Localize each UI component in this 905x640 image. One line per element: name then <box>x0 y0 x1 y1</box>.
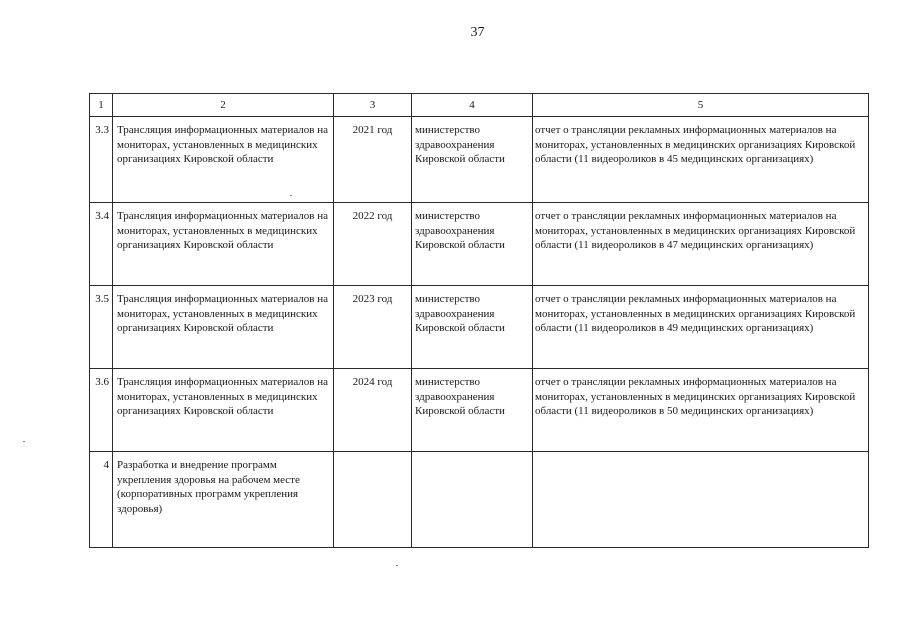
result-cell: отчет о трансляции рекламных информационных материалов на мониторах, установленных в медицинских организациях Кировской области (11 видеороликов в 50 медицинских организациях) <box>533 369 869 452</box>
table-header-row <box>90 94 869 117</box>
result-cell: отчет о трансляции рекламных информационных материалов на мониторах, установленных в медицинских организациях Кировской области (11 видеороликов в 45 медицинских организациях) <box>533 117 869 203</box>
row-number-cell <box>90 203 113 286</box>
year-cell: 2023 год <box>334 286 412 369</box>
row-number: 4 <box>103 459 109 471</box>
table-row <box>90 117 869 203</box>
activity-name-cell: Трансляция информационных материалов на мониторах, установленных в медицинских организациях Кировской области <box>113 203 334 286</box>
result-cell: отчет о трансляции рекламных информационных материалов на мониторах, установленных в медицинских организациях Кировской области (11 видеороликов в 49 медицинских организациях) <box>533 286 869 369</box>
executor-cell: министерство здравоохранения Кировской области <box>412 369 533 452</box>
executor-cell: министерство здравоохранения Кировской области <box>412 286 533 369</box>
activity-name-cell: Трансляция информационных материалов на мониторах, установленных в медицинских организациях Кировской области <box>113 117 334 203</box>
scan-speck <box>290 195 292 196</box>
executor-cell <box>412 452 533 548</box>
table-row <box>90 369 869 452</box>
header-cell-5: 5 <box>533 94 869 117</box>
row-number: 3.5 <box>95 293 109 305</box>
row-number-cell <box>90 286 113 369</box>
executor-cell: министерство здравоохранения Кировской области <box>412 117 533 203</box>
result-cell: отчет о трансляции рекламных информационных материалов на мониторах, установленных в медицинских организациях Кировской области (11 видеороликов в 47 медицинских организациях) <box>533 203 869 286</box>
scan-speck <box>23 441 25 442</box>
activity-name-cell: Трансляция информационных материалов на мониторах, установленных в медицинских организациях Кировской области <box>113 369 334 452</box>
activity-name-cell: Разработка и внедрение программ укрепления здоровья на рабочем месте (корпоративных программ укрепления здоровья) <box>113 452 334 548</box>
table-row <box>90 286 869 369</box>
row-number: 3.3 <box>95 124 109 136</box>
row-number: 3.6 <box>95 376 109 388</box>
executor-cell: министерство здравоохранения Кировской области <box>412 203 533 286</box>
year-cell: 2021 год <box>334 117 412 203</box>
table-row <box>90 203 869 286</box>
result-cell <box>533 452 869 548</box>
header-cell-3: 3 <box>334 94 412 117</box>
table-row <box>90 452 869 548</box>
header-cell-2: 2 <box>113 94 334 117</box>
year-cell: 2022 год <box>334 203 412 286</box>
row-number-cell <box>90 117 113 203</box>
year-cell: 2024 год <box>334 369 412 452</box>
activity-name-cell: Трансляция информационных материалов на мониторах, установленных в медицинских организациях Кировской области <box>113 286 334 369</box>
plan-table <box>89 93 869 548</box>
header-cell-4: 4 <box>412 94 533 117</box>
row-number: 3.4 <box>95 210 109 222</box>
header-cell-1: 1 <box>90 94 113 117</box>
row-number-cell <box>90 369 113 452</box>
page-number: 37 <box>470 25 485 40</box>
year-cell <box>334 452 412 548</box>
row-number-cell <box>90 452 113 548</box>
scan-speck <box>396 565 398 566</box>
